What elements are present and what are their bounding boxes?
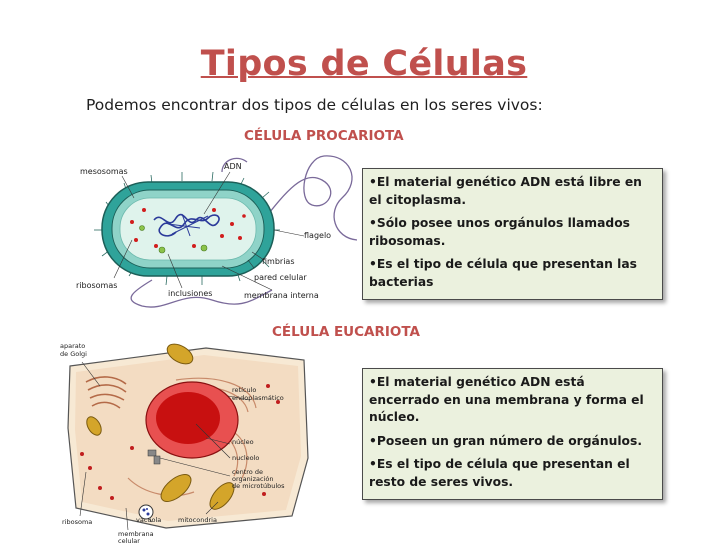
label-fimbrias: fimbrias bbox=[262, 257, 295, 266]
label-nucleo: núcleo bbox=[232, 438, 254, 446]
prokaryote-info-box bbox=[362, 168, 663, 300]
prokaryote-heading: CÉLULA PROCARIOTA bbox=[244, 128, 404, 144]
label-reticulo: retículo bbox=[232, 386, 257, 394]
eukaryote-bullet-1: •El material genético ADN está encerrado en una membrana y forma el núcleo. bbox=[369, 375, 644, 424]
label-organizacion: organización bbox=[232, 475, 274, 483]
label-mesosomas: mesosomas bbox=[80, 167, 128, 176]
label-aparato: aparato bbox=[60, 342, 86, 350]
prokaryote-bullet-3: •Es el tipo de célula que presentan las bacterias bbox=[369, 257, 637, 289]
label-centro: centro de bbox=[232, 468, 263, 476]
label-inclusiones: inclusiones bbox=[168, 289, 213, 298]
prokaryotic-cell-illustration bbox=[72, 150, 372, 310]
nucleolus bbox=[156, 392, 220, 444]
prokaryote-bullet-2: •Sólo posee unos orgánulos llamados ribosomas. bbox=[369, 216, 630, 248]
label-pared-celular: pared celular bbox=[254, 273, 307, 282]
label-ribosoma: ribosoma bbox=[62, 518, 93, 526]
eukaryote-bullet-2: •Poseen un gran número de orgánulos. bbox=[369, 433, 642, 448]
label-de-golgi: de Golgi bbox=[60, 350, 87, 358]
label-vacuola: vacuola bbox=[136, 516, 162, 524]
centrosome bbox=[148, 450, 156, 456]
label-microtubulos: de microtúbulos bbox=[232, 482, 285, 490]
label-endoplasmatico: endoplasmático bbox=[232, 394, 284, 402]
label-flagelo: flagelo bbox=[304, 231, 332, 240]
label-ribosomas: ribosomas bbox=[76, 281, 118, 290]
slide-title: Tipos de Células bbox=[200, 44, 528, 84]
eukaryote-info-box bbox=[362, 368, 663, 500]
flagellum bbox=[262, 156, 357, 240]
prokaryote-bullet-1: •El material genético ADN está libre en el citoplasma. bbox=[369, 175, 642, 207]
eukaryote-heading: CÉLULA EUCARIOTA bbox=[272, 324, 421, 340]
slide-subtitle: Podemos encontrar dos tipos de células en los seres vivos: bbox=[86, 96, 543, 114]
label-membrana-interna: membrana interna bbox=[244, 291, 319, 300]
label-adn: ADN bbox=[224, 162, 242, 171]
eukaryote-bullet-3: •Es el tipo de célula que presentan el resto de seres vivos. bbox=[369, 457, 630, 489]
label-mitocondria: mitocondria bbox=[178, 516, 217, 524]
label-nucleolo: nucleolo bbox=[232, 454, 260, 462]
label-celular: celular bbox=[118, 537, 140, 545]
label-membrana: membrana bbox=[118, 530, 154, 538]
eukaryotic-cell-illustration bbox=[56, 338, 346, 546]
